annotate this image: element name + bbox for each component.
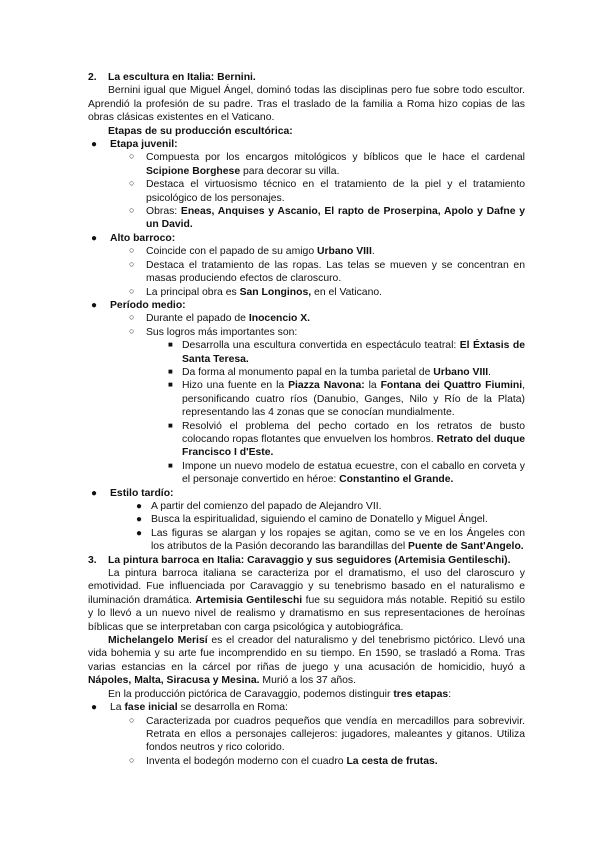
text: Coincide con el papado de su amigo <box>146 246 317 258</box>
section-2-heading <box>88 71 525 84</box>
bold-text: Fontana dei Quattro Fiumini <box>380 380 523 392</box>
text: Durante el papado de <box>146 313 249 325</box>
bullet-circle-icon: ○ <box>129 285 135 296</box>
bullet-disc-icon: ● <box>91 299 98 311</box>
text: Compuesta por los encargos mitológicos y bíblicos que le hace el cardenal <box>146 152 525 164</box>
list-item <box>88 205 525 232</box>
text: en el Vaticano. <box>311 286 383 298</box>
text: para decorar su villa. <box>240 165 340 177</box>
text: Destaca el tratamiento de las ropas. Las telas se mueven y se concentran en masas produciendo efectos de claroscuro. <box>146 259 525 285</box>
bold-text: Urbano VIII <box>316 246 372 258</box>
stage-periodo-medio <box>88 299 525 312</box>
bold-text: El Éxtasis de Santa Teresa. <box>182 340 525 365</box>
list-item <box>88 178 525 205</box>
stage-estilo-tardio <box>88 487 525 500</box>
bullet-disc-icon: ● <box>91 139 98 151</box>
bullet-square-icon: ■ <box>168 340 173 350</box>
bullet-square-icon: ■ <box>168 460 173 470</box>
text: La <box>110 702 125 714</box>
section-number: 3. <box>88 554 97 566</box>
stage-label: Estilo tardío: <box>110 487 174 499</box>
text: fue su seguidora más notable. Repitió su estilo y lo llevó a un nuevo nivel de realismo y dramatismo en sus representaciones de heroínas bíblicas que se interpretaban con carga psicológica y autobiográfica. <box>88 594 525 633</box>
text: La pintura barroca italiana se caracteriza por el dramatismo, el uso del claroscuro y emotividad. Fue influenciada por Caravaggio y su tenebrismo basado en el naturalismo e iluminación dramática. <box>88 568 525 606</box>
text: Hizo una fuente en la <box>182 380 289 392</box>
bullet-disc-icon: ● <box>91 702 98 714</box>
bullet-circle-icon: ○ <box>129 325 135 336</box>
text: Desarrolla una escultura convertida en espectáculo teatral: <box>182 340 460 352</box>
text: la <box>364 380 381 392</box>
bernini-intro-paragraph: Bernini igual que Miguel Ángel, dominó todas las disciplinas pero fue sobre todo escultor. Aprendió la profesión de su padre. Tras el traslado de la familia a Roma hizo copias de las obras clásicas existentes en el Vaticano. <box>88 85 525 124</box>
medio-list <box>88 312 525 339</box>
pintura-paragraph <box>88 567 525 634</box>
text: Sus logros más importantes son: <box>146 326 298 338</box>
fases-list <box>88 701 525 714</box>
bold-text: Constantino el Grande. <box>339 474 454 486</box>
text: Murió a los 37 años. <box>259 675 356 687</box>
list-item <box>88 460 525 487</box>
bold-text: Michelangelo Merisí <box>108 635 208 647</box>
text: se desarrolla en Roma: <box>177 702 288 714</box>
bullet-circle-icon: ○ <box>129 178 135 189</box>
bold-text: Scipione Borghese <box>146 165 241 177</box>
bullet-square-icon: ■ <box>168 380 173 390</box>
bold-text: Retrato del duque Francisco I d'Este. <box>182 433 526 459</box>
bold-text: tres etapas <box>393 688 449 700</box>
bold-text: Artemisia Gentileschi <box>195 594 303 606</box>
list-item <box>88 755 525 768</box>
stage-juvenil <box>88 138 525 151</box>
list-item <box>88 151 525 178</box>
section-title: La escultura en Italia: Bernini. <box>108 72 256 83</box>
text: Resolvió el problema del pecho cortado en los retratos de busto colocando ropas flotantes que envuelven los hombros. <box>182 420 525 445</box>
stages-list <box>88 138 525 151</box>
bullet-circle-icon: ○ <box>129 205 135 216</box>
fase-inicial-list <box>88 715 525 769</box>
list-item <box>88 366 525 379</box>
stages-list-cont <box>88 487 525 500</box>
tardio-list <box>88 500 525 554</box>
bullet-disc-icon: ● <box>91 487 98 499</box>
list-item <box>88 326 525 339</box>
bold-text: Inocencio X. <box>248 313 311 325</box>
text: Destaca el virtuosismo técnico en el tratamiento de la piel y el tratamiento psicológico de los personajes. <box>146 179 525 204</box>
text: Obras: <box>146 206 181 218</box>
section-3-heading <box>88 554 525 567</box>
bullet-disc-icon: ● <box>91 232 98 244</box>
logros-list <box>88 339 525 486</box>
text: A partir del comienzo del papado de Alejandro VII. <box>151 501 382 512</box>
list-item <box>88 245 525 258</box>
stage-label: Alto barroco: <box>110 232 176 244</box>
bold-text: San Longinos, <box>239 286 312 298</box>
list-item <box>88 527 525 554</box>
list-item <box>88 312 525 325</box>
etapas-paragraph <box>88 688 525 701</box>
bullet-square-icon: ■ <box>168 366 173 376</box>
bullet-circle-icon: ○ <box>129 258 135 269</box>
text: . <box>488 366 492 378</box>
list-item <box>88 513 525 526</box>
bullet-circle-icon: ○ <box>129 754 135 765</box>
stages-heading: Etapas de su producción escultórica: <box>108 125 293 137</box>
stage-label: Período medio: <box>110 299 186 311</box>
bullet-disc-icon: ● <box>136 514 143 526</box>
text: Las figuras se alargan y los ropajes se agitan, como se ve en los Ángeles con los atributos de la Pasión decorando las barandillas del <box>151 527 525 553</box>
bold-text: Nápoles, Malta, Siracusa y Mesina. <box>88 675 260 687</box>
stage-alto-barroco <box>88 232 525 245</box>
list-item <box>88 286 525 299</box>
bullet-circle-icon: ○ <box>129 714 135 725</box>
bullet-circle-icon: ○ <box>129 151 135 162</box>
list-item <box>88 420 525 460</box>
bold-text: La cesta de frutas. <box>346 755 438 767</box>
list-item <box>88 379 525 419</box>
list-item <box>88 259 525 286</box>
fase-inicial <box>88 701 525 714</box>
alto-list <box>88 245 525 299</box>
text: : <box>448 688 452 700</box>
list-item <box>88 339 525 366</box>
text: Inventa el bodegón moderno con el cuadro <box>146 755 347 767</box>
text: es el creador del naturalismo y del tenebrismo pictórico. Llevó una vida bohemia y su arte fue incomprendido en su tiempo. En 1590, se trasladó a Roma. Tras varias estancias en la cárcel por riñas de juego y una acusación de homicidio, huyó a <box>88 635 525 673</box>
bold-text: fase inicial <box>124 702 178 714</box>
bullet-disc-icon: ● <box>136 501 143 512</box>
bold-text: Eneas, Anquises y Ascanio, El rapto de Proserpina, Apolo y Dafne y un David. <box>146 206 525 231</box>
text: La principal obra es <box>146 286 240 298</box>
stages-list-cont <box>88 232 525 245</box>
text: , personificando cuatro ríos (Danubio, Ganges, Nilo y Río de la Plata) representando las 4 zonas que se conocían mundialmente. <box>182 380 525 419</box>
stage-label: Etapa juvenil: <box>110 139 178 151</box>
list-item <box>88 500 525 513</box>
text: Caracterizada por cuadros pequeños que vendía en mercadillos para sobrevivir. Retrata en ellos a personajes callejeros: jugadores, maleantes y gitanos. Utiliza fondos neutros y rico colorido. <box>146 715 525 754</box>
section-title: La pintura barroca en Italia: Caravaggio y sus seguidores (Artemisia Gentileschi). <box>108 554 511 566</box>
stages-list-cont <box>88 299 525 312</box>
bullet-circle-icon: ○ <box>129 245 135 256</box>
bold-text: Piazza Navona: <box>288 380 365 392</box>
juvenil-list <box>88 151 525 231</box>
bullet-disc-icon: ● <box>136 527 143 539</box>
bullet-square-icon: ■ <box>168 420 173 430</box>
text: Busca la espiritualidad, siguiendo el camino de Donatello y Miguel Ángel. <box>151 514 488 526</box>
bold-text: Puente de Sant'Angelo. <box>408 541 524 553</box>
text: Impone un nuevo modelo de estatua ecuestre, con el caballo en corveta y el personaje convertido en héroe: <box>182 460 525 486</box>
text: . <box>371 246 375 258</box>
bullet-circle-icon: ○ <box>129 312 135 323</box>
text: Da forma al monumento papal en la tumba parietal de <box>182 366 434 378</box>
caravaggio-paragraph <box>88 634 525 688</box>
text: En la producción pictórica de Caravaggio, podemos distinguir <box>108 688 394 700</box>
section-number: 2. <box>88 72 97 83</box>
bold-text: Urbano VIII <box>433 366 489 378</box>
list-item <box>88 715 525 755</box>
document-page <box>88 71 525 768</box>
